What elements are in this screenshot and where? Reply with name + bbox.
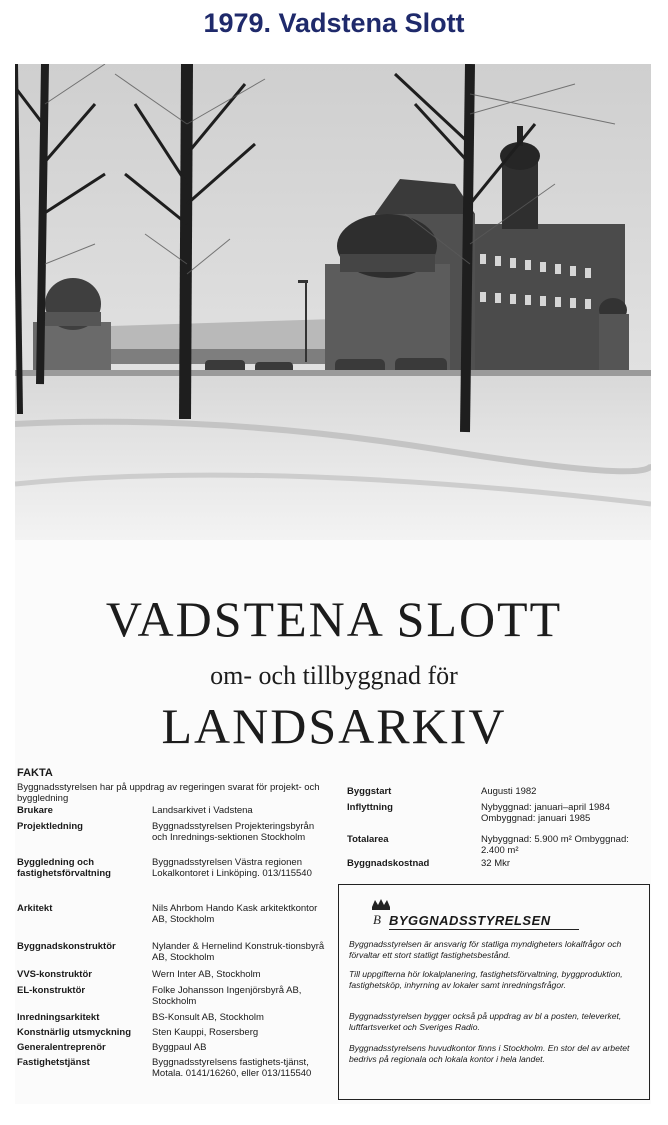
castle-photo bbox=[15, 64, 651, 540]
poster-title: VADSTENA SLOTT bbox=[105, 591, 563, 647]
facts-value: Byggnadsstyrelsens fastighets-tjänst, Motala. 0141/16260, eller 013/115540 bbox=[152, 1057, 312, 1079]
schedule-value: 32 Mkr bbox=[481, 858, 511, 869]
facts-label: Byggledning och fastighetsförvaltning bbox=[17, 857, 111, 879]
facts-value: Byggnadsstyrelsen Projekteringsbyrån och Inrednings-sektionen Stockholm bbox=[152, 821, 315, 843]
facts-intro: Byggnadsstyrelsen har på uppdrag av regeringen svarat för projekt- och byggledning bbox=[17, 782, 320, 804]
facts-value: Nylander & Hernelind Konstruk-tionsbyrå AB, Stockholm bbox=[152, 941, 325, 963]
facts-value: Sten Kauppi, Rosersberg bbox=[152, 1027, 259, 1038]
agency-paragraph: Byggnadsstyrelsen bygger också på uppdrag av bl a posten, televerket, luftfartsverket och Sveriges Radio. bbox=[349, 1011, 622, 1032]
facts-label: Brukare bbox=[17, 805, 53, 816]
agency-paragraph: Byggnadsstyrelsen är ansvarig för statliga myndigheters lokalfrågor och förvaltar ett stort statligt fastighetsbestånd. bbox=[349, 939, 622, 960]
schedule-value: Nybyggnad: 5.900 m² Ombyggnad: 2.400 m² bbox=[481, 834, 629, 856]
facts-section bbox=[17, 768, 337, 1125]
facts-value: Byggnadsstyrelsen Västra regionen Lokalkontoret i Linköping. 013/115540 bbox=[152, 857, 312, 879]
poster-subtitle: om- och tillbyggnad för bbox=[210, 661, 458, 690]
poster-title-landsarkiv: LANDSARKIV bbox=[161, 698, 507, 754]
schedule-label: Byggnadskostnad bbox=[347, 858, 430, 869]
facts-label: Inredningsarkitekt bbox=[17, 1012, 100, 1023]
facts-label: Arkitekt bbox=[17, 903, 53, 914]
facts-label: Byggnadskonstruktör bbox=[17, 941, 116, 952]
logo-underline bbox=[389, 929, 579, 930]
schedule-label: Inflyttning bbox=[347, 802, 393, 813]
facts-value: Folke Johansson Ingenjörsbyrå AB, Stockholm bbox=[152, 985, 302, 1007]
facts-value: Wern Inter AB, Stockholm bbox=[152, 969, 261, 980]
schedule-label: Totalarea bbox=[347, 834, 389, 845]
facts-label: Konstnärlig utsmyckning bbox=[17, 1027, 132, 1038]
svg-text:B: B bbox=[373, 912, 381, 927]
facts-label: VVS-konstruktör bbox=[17, 969, 92, 980]
agency-paragraph: Till uppgifterna hör lokalplanering, fastighetsförvaltning, byggproduktion, fastighetsköp, inhyrning av lokaler samt inredningsfrågor. bbox=[349, 969, 623, 990]
facts-label: Generalentreprenör bbox=[17, 1042, 106, 1053]
schedule-value: Augusti 1982 bbox=[481, 786, 537, 797]
facts-label: Projektledning bbox=[17, 821, 83, 832]
page-title: 1979. Vadstena Slott bbox=[203, 8, 465, 38]
agency-logo-text: BYGGNADSSTYRELSEN bbox=[389, 913, 551, 928]
agency-paragraph: Byggnadsstyrelsens huvudkontor finns i Stockholm. En stor del av arbetet bedrivs på regionala och lokala kontor i hela landet. bbox=[349, 1043, 630, 1064]
facts-label: Fastighetstjänst bbox=[17, 1057, 90, 1068]
facts-heading: FAKTA bbox=[17, 767, 53, 779]
facts-value: Landsarkivet i Vadstena bbox=[152, 805, 253, 816]
facts-label: EL-konstruktör bbox=[17, 985, 86, 996]
schedule-label: Byggstart bbox=[347, 786, 392, 797]
facts-value: BS-Konsult AB, Stockholm bbox=[152, 1012, 264, 1023]
facts-value: Nils Ahrbom Hando Kask arkitektkontor AB, Stockholm bbox=[152, 903, 318, 925]
agency-info-box bbox=[338, 884, 650, 1100]
schedule-value: Nybyggnad: januari–april 1984 Ombyggnad: januari 1985 bbox=[481, 802, 610, 824]
facts-value: Byggpaul AB bbox=[152, 1042, 207, 1053]
